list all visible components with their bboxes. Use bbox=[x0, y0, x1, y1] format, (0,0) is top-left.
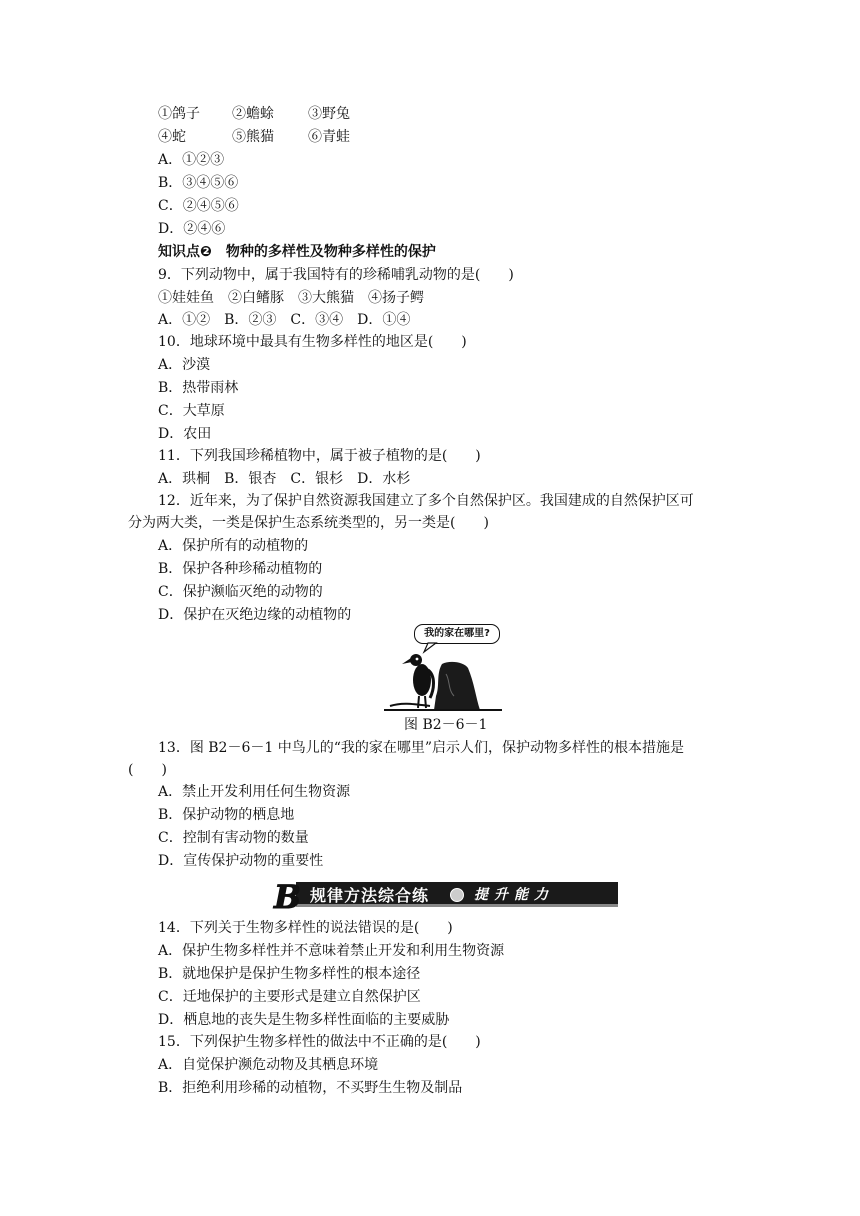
q12-option-d: D．保护在灭绝边缘的动植物的 bbox=[158, 607, 352, 623]
q13-option-d: D．宣传保护动物的重要性 bbox=[158, 853, 324, 869]
q10-option-a: A．沙漠 bbox=[158, 357, 211, 373]
q12-stem-line1: 12．近年来，为了保护自然资源我国建立了多个自然保护区。我国建成的自然保护区可 bbox=[158, 493, 694, 509]
section-banner bbox=[274, 878, 618, 916]
q10-option-c: C．大草原 bbox=[158, 403, 225, 419]
figure-caption: 图 B2－6－1 bbox=[404, 717, 488, 733]
q13-option-c: C．控制有害动物的数量 bbox=[158, 830, 309, 846]
q8-item-2: ②蟾蜍 bbox=[232, 106, 274, 122]
q9-stem: 9．下列动物中，属于我国特有的珍稀哺乳动物的是( ) bbox=[158, 267, 514, 283]
q8-item-5: ⑤熊猫 bbox=[232, 129, 274, 145]
q12-option-a: A．保护所有的动植物的 bbox=[158, 538, 309, 554]
q15-option-a: A．自觉保护濒危动物及其栖息环境 bbox=[158, 1057, 379, 1073]
q14-option-d: D．栖息地的丧失是生物多样性面临的主要威胁 bbox=[158, 1012, 450, 1028]
q13-option-a: A．禁止开发利用任何生物资源 bbox=[158, 784, 351, 800]
q10-option-b: B．热带雨林 bbox=[158, 380, 239, 396]
q15-option-b: B．拒绝利用珍稀的动植物，不买野生生物及制品 bbox=[158, 1080, 463, 1096]
q15-stem: 15．下列保护生物多样性的做法中不正确的是( ) bbox=[158, 1034, 481, 1050]
q14-option-a: A．保护生物多样性并不意味着禁止开发和利用生物资源 bbox=[158, 943, 505, 959]
q14-option-c: C．迁地保护的主要形式是建立自然保护区 bbox=[158, 989, 421, 1005]
q11-options: A．珙桐 B．银杏 C．银杉 D．水杉 bbox=[158, 471, 411, 487]
q11-stem: 11．下列我国珍稀植物中，属于被子植物的是( ) bbox=[158, 448, 481, 464]
banner-dot-icon bbox=[450, 888, 464, 902]
q10-stem: 10．地球环境中最具有生物多样性的地区是( ) bbox=[158, 334, 467, 350]
section-heading: 知识点❷ 物种的多样性及物种多样性的保护 bbox=[158, 244, 436, 260]
q13-option-b: B．保护动物的栖息地 bbox=[158, 807, 295, 823]
q8-item-6: ⑥青蛙 bbox=[308, 129, 350, 145]
q8-item-4: ④蛇 bbox=[158, 129, 186, 145]
speech-bubble: 我的家在哪里? bbox=[414, 624, 500, 644]
banner-title: 规律方法综合练 bbox=[310, 886, 430, 905]
banner-letter: B bbox=[274, 878, 302, 916]
q8-option-c: C．②④⑤⑥ bbox=[158, 198, 239, 214]
q10-option-d: D．农田 bbox=[158, 426, 212, 442]
q8-item-1: ①鸽子 bbox=[158, 106, 200, 122]
bird-figure bbox=[384, 624, 502, 712]
q14-stem: 14．下列关于生物多样性的说法错误的是( ) bbox=[158, 920, 453, 936]
q8-item-3: ③野兔 bbox=[308, 106, 350, 122]
q12-option-b: B．保护各种珍稀动植物的 bbox=[158, 561, 323, 577]
q8-option-a: A．①②③ bbox=[158, 152, 225, 168]
q8-option-d: D．②④⑥ bbox=[158, 221, 226, 237]
q8-option-b: B．③④⑤⑥ bbox=[158, 175, 239, 191]
q12-stem-line2: 分为两大类，一类是保护生态系统类型的，另一类是( ) bbox=[128, 515, 489, 531]
q12-option-c: C．保护濒临灭绝的动物的 bbox=[158, 584, 323, 600]
bird-on-stump-illustration bbox=[384, 624, 502, 712]
banner-subtitle: 提升能力 bbox=[474, 887, 554, 903]
q13-stem-line1: 13．图 B2－6－1 中鸟儿的“我的家在哪里”启示人们，保护动物多样性的根本措施是 bbox=[158, 740, 685, 756]
q13-stem-line2: ( ) bbox=[128, 762, 167, 778]
q9-items: ①娃娃鱼 ②白鳍豚 ③大熊猫 ④扬子鳄 bbox=[158, 290, 424, 306]
q9-options: A．①② B．②③ C．③④ D．①④ bbox=[158, 312, 411, 328]
q14-option-b: B．就地保护是保护生物多样性的根本途径 bbox=[158, 966, 421, 982]
